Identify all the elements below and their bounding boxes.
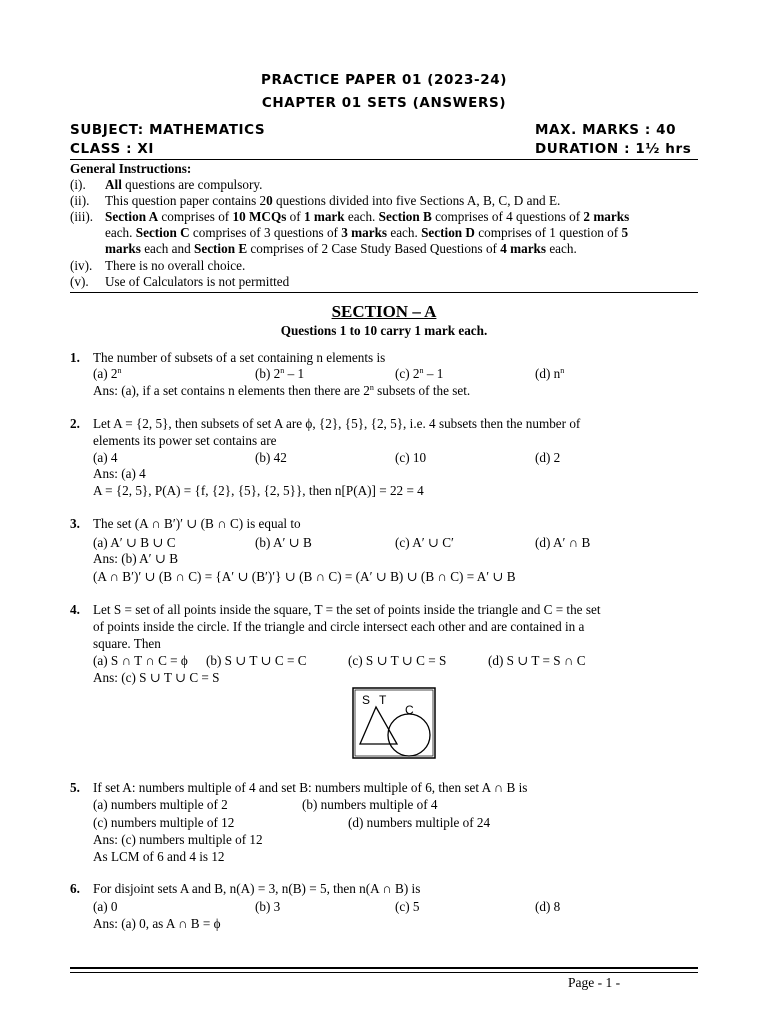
q2-option-c: (c) 10 (395, 450, 427, 465)
question-2-line1: Let A = {2, 5}, then subsets of set A are ϕ, {2}, {5}, {2, 5}, i.e. 4 subsets then the number of (93, 416, 581, 431)
instruction-i-number: (i). (70, 177, 86, 192)
instruction-ii: This question paper contains 20 questions divided into five Sections A, B, C, D and E. (105, 193, 561, 208)
label-t: T (379, 693, 387, 707)
question-4-line1: Let S = set of all points inside the square, T = the set of points inside the triangle and C = the set (93, 602, 601, 617)
paper-title: PRACTICE PAPER 01 (2023-24) (260, 72, 507, 88)
subject-label: SUBJECT: MATHEMATICS (70, 122, 266, 138)
question-1-text: The number of subsets of a set containing n elements is (93, 350, 386, 365)
question-4-line3: square. Then (93, 636, 161, 651)
section-title: SECTION – A (331, 302, 437, 321)
q4-option-a: (a) S ∩ T ∩ C = ϕ (93, 653, 188, 668)
venn-diagram-figure (352, 687, 436, 759)
q3-option-c: (c) A′ ∪ C′ (395, 535, 454, 550)
q3-option-b: (b) A′ ∪ B (255, 535, 312, 550)
q5-option-c: (c) numbers multiple of 12 (93, 815, 235, 830)
instruction-iii-line3: marks each and Section E comprises of 2 Case Study Based Questions of 4 marks each. (105, 241, 577, 256)
question-3-number: 3. (70, 516, 80, 531)
q3-option-a: (a) A′ ∪ B ∪ C (93, 535, 176, 550)
instructions-divider (70, 292, 698, 293)
footer-rule-thick (70, 967, 698, 969)
chapter-title: CHAPTER 01 SETS (ANSWERS) (261, 95, 507, 111)
instruction-i: All questions are compulsory. (105, 177, 263, 192)
instruction-iv: There is no overall choice. (105, 258, 246, 273)
q6-answer: Ans: (a) 0, as A ∩ B = ϕ (93, 916, 221, 931)
q2-option-d: (d) 2 (535, 450, 561, 465)
header-divider (70, 159, 698, 160)
question-5-number: 5. (70, 780, 80, 795)
q1-option-a: (a) 2$^n$ (93, 366, 122, 381)
instruction-v-number: (v). (70, 274, 89, 289)
q2-option-b: (b) 42 (255, 450, 287, 465)
instruction-iii-line2: each. Section C comprises of 3 questions of 3 marks each. Section D comprises of 1 question of 5 (105, 225, 629, 240)
question-6-number: 6. (70, 881, 80, 896)
q4-option-d: (d) S ∪ T = S ∩ C (488, 653, 586, 668)
page-number: Page - 1 - (568, 975, 621, 990)
instruction-v: Use of Calculators is not permitted (105, 274, 290, 289)
question-6-text: For disjoint sets A and B, n(A) = 3, n(B) = 5, then n(A ∩ B) is (93, 881, 421, 896)
q3-working: (A ∩ B′)′ ∪ (B ∩ C) = {A′ ∪ (B′)′} ∪ (B ∩ C) = (A′ ∪ B) ∪ (B ∩ C) = A′ ∪ B (93, 569, 516, 584)
question-2-number: 2. (70, 416, 80, 431)
q1-answer: Ans: (a), if a set contains n elements then there are 2$^n$ subsets of the set. (93, 383, 471, 398)
instruction-iii-number: (iii). (70, 209, 94, 224)
instruction-iv-number: (iv). (70, 258, 93, 273)
q5-answer: Ans: (c) numbers multiple of 12 (93, 832, 263, 847)
question-4-line2: of points inside the circle. If the triangle and circle intersect each other and are contained in a (93, 619, 585, 634)
q2-answer: Ans: (a) 4 (93, 466, 146, 481)
question-3-text: The set (A ∩ B′)′ ∪ (B ∩ C) is equal to (93, 516, 301, 531)
q6-option-a: (a) 0 (93, 899, 118, 914)
q1-option-b: (b) 2$^n$ – 1 (255, 366, 305, 381)
q5-option-d: (d) numbers multiple of 24 (348, 815, 491, 830)
duration-label: DURATION : 1½ hrs (535, 141, 692, 157)
q1-option-c: (c) 2$^n$ – 1 (395, 366, 444, 381)
q3-answer: Ans: (b) A′ ∪ B (93, 551, 179, 566)
instruction-ii-number: (ii). (70, 193, 90, 208)
max-marks-label: MAX. MARKS : 40 (535, 122, 677, 138)
q5-working: As LCM of 6 and 4 is 12 (93, 849, 225, 864)
q5-option-a: (a) numbers multiple of 2 (93, 797, 228, 812)
instruction-iii-line1: Section A comprises of 10 MCQs of 1 mark each. Section B comprises of 4 questions of 2 marks (105, 209, 630, 224)
question-4-number: 4. (70, 602, 80, 617)
q5-option-b: (b) numbers multiple of 4 (302, 797, 438, 812)
q6-option-d: (d) 8 (535, 899, 561, 914)
question-5-text: If set A: numbers multiple of 4 and set B: numbers multiple of 6, then set A ∩ B is (93, 780, 528, 795)
question-2-line2: elements its power set contains are (93, 433, 277, 448)
q2-working: A = {2, 5}, P(A) = {f, {2}, {5}, {2, 5}}, then n[P(A)] = 22 = 4 (93, 483, 424, 498)
q1-option-d: (d) $n^n$ (535, 366, 565, 381)
q6-option-b: (b) 3 (255, 899, 281, 914)
instructions-heading: General Instructions: (70, 161, 192, 176)
q3-option-d: (d) A′ ∩ B (535, 535, 591, 550)
q2-option-a: (a) 4 (93, 450, 118, 465)
q6-option-c: (c) 5 (395, 899, 420, 914)
label-s: S (362, 693, 371, 707)
class-label: CLASS : XI (70, 141, 155, 157)
footer-rule-thin (70, 972, 698, 973)
question-1-number: 1. (70, 350, 80, 365)
label-c: C (405, 703, 414, 717)
q4-option-c: (c) S ∪ T ∪ C = S (348, 653, 447, 668)
q4-option-b: (b) S ∪ T ∪ C = C (206, 653, 307, 668)
q4-answer: Ans: (c) S ∪ T ∪ C = S (93, 670, 220, 685)
section-subtitle: Questions 1 to 10 carry 1 mark each. (280, 323, 488, 338)
